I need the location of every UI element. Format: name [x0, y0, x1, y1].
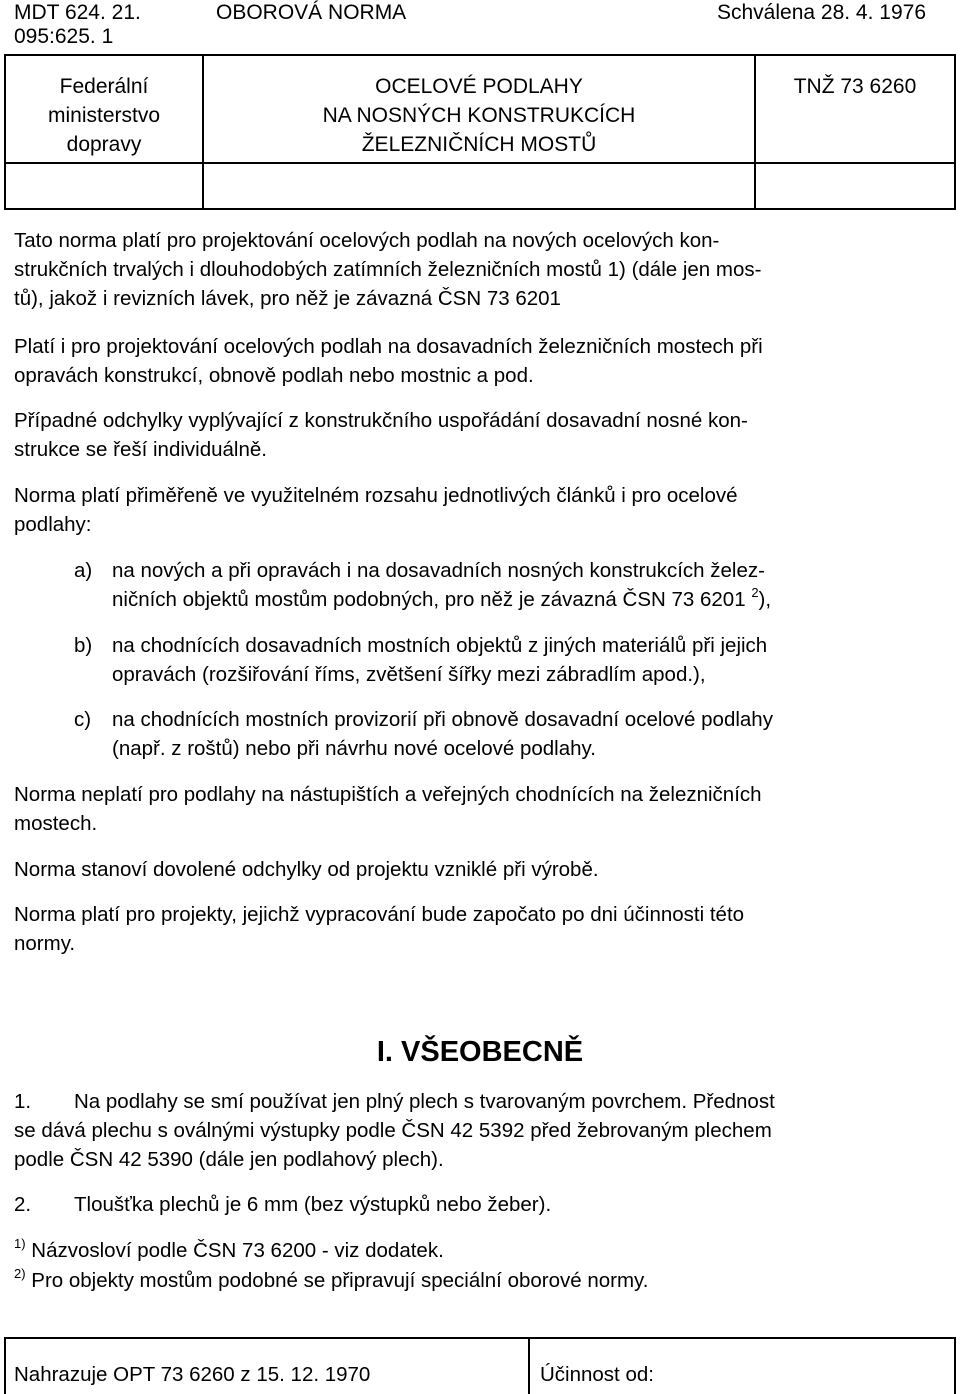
ministry-cell	[6, 72, 202, 159]
list-item	[74, 705, 944, 763]
text-line: podlahy:	[14, 513, 92, 536]
list-marker: c)	[74, 708, 92, 731]
ministry-line: ministerstvo	[47, 104, 161, 127]
text-line: Tato norma platí pro projektování ocelových podlah na nových ocelových kon-	[14, 229, 720, 252]
list-line: opravách (rozšiřování říms, zvětšení šířky mezi zábradlím apod.),	[112, 663, 706, 686]
title-line: ŽELEZNIČNÍCH MOSTŮ	[361, 133, 597, 156]
standard-number: TNŽ 73 6260	[793, 75, 917, 98]
text-line: Norma platí pro projekty, jejichž vypracování bude započato po dni účinnosti této	[14, 903, 745, 926]
code-line1: MDT 624. 21.	[14, 1, 141, 24]
clause-number: 1.	[14, 1090, 32, 1113]
effective-date-label: Účinnost od:	[540, 1363, 654, 1386]
intro-paragraph-1	[14, 226, 946, 313]
footnote-mark: 1)	[14, 1236, 26, 1251]
header-box-right	[954, 54, 956, 210]
list-marker: b)	[74, 634, 93, 657]
intro-paragraph-7	[14, 900, 946, 958]
clause-line: Tloušťka plechů je 6 mm (bez výstupků nebo žeber).	[74, 1193, 552, 1216]
header-box-top	[4, 54, 956, 56]
clause-number: 2.	[14, 1193, 32, 1216]
title-cell	[204, 72, 754, 159]
ministry-line: Federální	[59, 75, 149, 98]
clause-1	[14, 1087, 946, 1174]
header-box-bottom	[4, 208, 956, 210]
text-line: strukčních trvalých i dlouhodobých zatímních železničních mostů 1) (dále jen mos-	[14, 258, 762, 281]
intro-paragraph-3	[14, 406, 946, 464]
clause-line: Na podlahy se smí používat jen plný plech s tvarovaným povrchem. Přednost	[74, 1090, 775, 1113]
footnote-2	[14, 1266, 946, 1297]
footer-box-top	[4, 1337, 956, 1339]
list-line: (např. z roštů) nebo při návrhu nové ocelové podlahy.	[112, 737, 596, 760]
clause-line: se dává plechu s oválnými výstupky podle ČSN 42 5392 před žebrovaným plechem	[14, 1119, 772, 1142]
footnote-ref: 2	[751, 585, 759, 600]
intro-paragraph-6	[14, 855, 946, 884]
section-heading: I. VŠEOBECNĚ	[376, 1036, 584, 1068]
text-line: strukce se řeší individuálně.	[14, 438, 267, 461]
text-line: mostech.	[14, 812, 98, 835]
standard-type: OBOROVÁ NORMA	[216, 1, 407, 24]
footnote-mark: 2)	[14, 1266, 26, 1281]
text-line: Norma stanoví dovolené odchylky od projektu vzniklé při výrobě.	[14, 858, 599, 881]
text-line: Norma platí přiměřeně ve využitelném rozsahu jednotlivých článků i pro ocelové	[14, 484, 738, 507]
text-line: Případné odchylky vyplývající z konstrukčního uspořádání dosavadní nosné kon-	[14, 409, 748, 432]
text-line: Norma neplatí pro podlahy na nástupištích a veřejných chodnících na železničních	[14, 783, 762, 806]
footer-box-right	[954, 1337, 956, 1394]
footer-box-left	[4, 1337, 6, 1394]
list-marker: a)	[74, 559, 93, 582]
title-line: NA NOSNÝCH KONSTRUKCÍCH	[322, 104, 636, 127]
header-row-divider	[4, 162, 956, 164]
clause-2	[14, 1190, 946, 1219]
text-line: normy.	[14, 932, 76, 955]
list-item	[74, 631, 944, 689]
intro-paragraph-4	[14, 481, 946, 539]
footnote-text: Názvosloví podle ČSN 73 6200 - viz dodatek.	[31, 1239, 444, 1262]
intro-paragraph-2	[14, 332, 946, 390]
text-line: opravách konstrukcí, obnově podlah nebo mostnic a pod.	[14, 364, 534, 387]
code-line2: 095:625. 1	[14, 25, 114, 48]
list-item	[74, 556, 944, 616]
text-line: tů), jakož i revizních lávek, pro něž je závazná ČSN 73 6201	[14, 287, 561, 310]
ministry-line: dopravy	[66, 133, 142, 156]
list-line-tail: ),	[758, 588, 772, 611]
footer-divider	[528, 1337, 530, 1394]
list-line: na chodnících mostních provizorií při obnově dosavadní ocelové podlahy	[112, 708, 773, 731]
approval-date: Schválena 28. 4. 1976	[717, 1, 926, 24]
intro-paragraph-5	[14, 780, 946, 838]
list-line: na chodnících dosavadních mostních objektů z jiných materiálů při jejich	[112, 634, 768, 657]
replaces-note: Nahrazuje OPT 73 6260 z 15. 12. 1970	[14, 1363, 371, 1386]
footnote-text: Pro objekty mostům podobné se připravují speciální oborové normy.	[31, 1269, 649, 1292]
list-line: ničních objektů mostům podobných, pro něž je závazná ČSN 73 6201	[112, 588, 746, 611]
footnote-1	[14, 1236, 946, 1267]
title-line: OCELOVÉ PODLAHY	[375, 75, 583, 98]
text-line: Platí i pro projektování ocelových podlah na dosavadních železničních mostech při	[14, 335, 763, 358]
clause-line: podle ČSN 42 5390 (dále jen podlahový plech).	[14, 1148, 444, 1171]
list-line: na nových a při opravách i na dosavadních nosných konstrukcích želez-	[112, 559, 765, 582]
